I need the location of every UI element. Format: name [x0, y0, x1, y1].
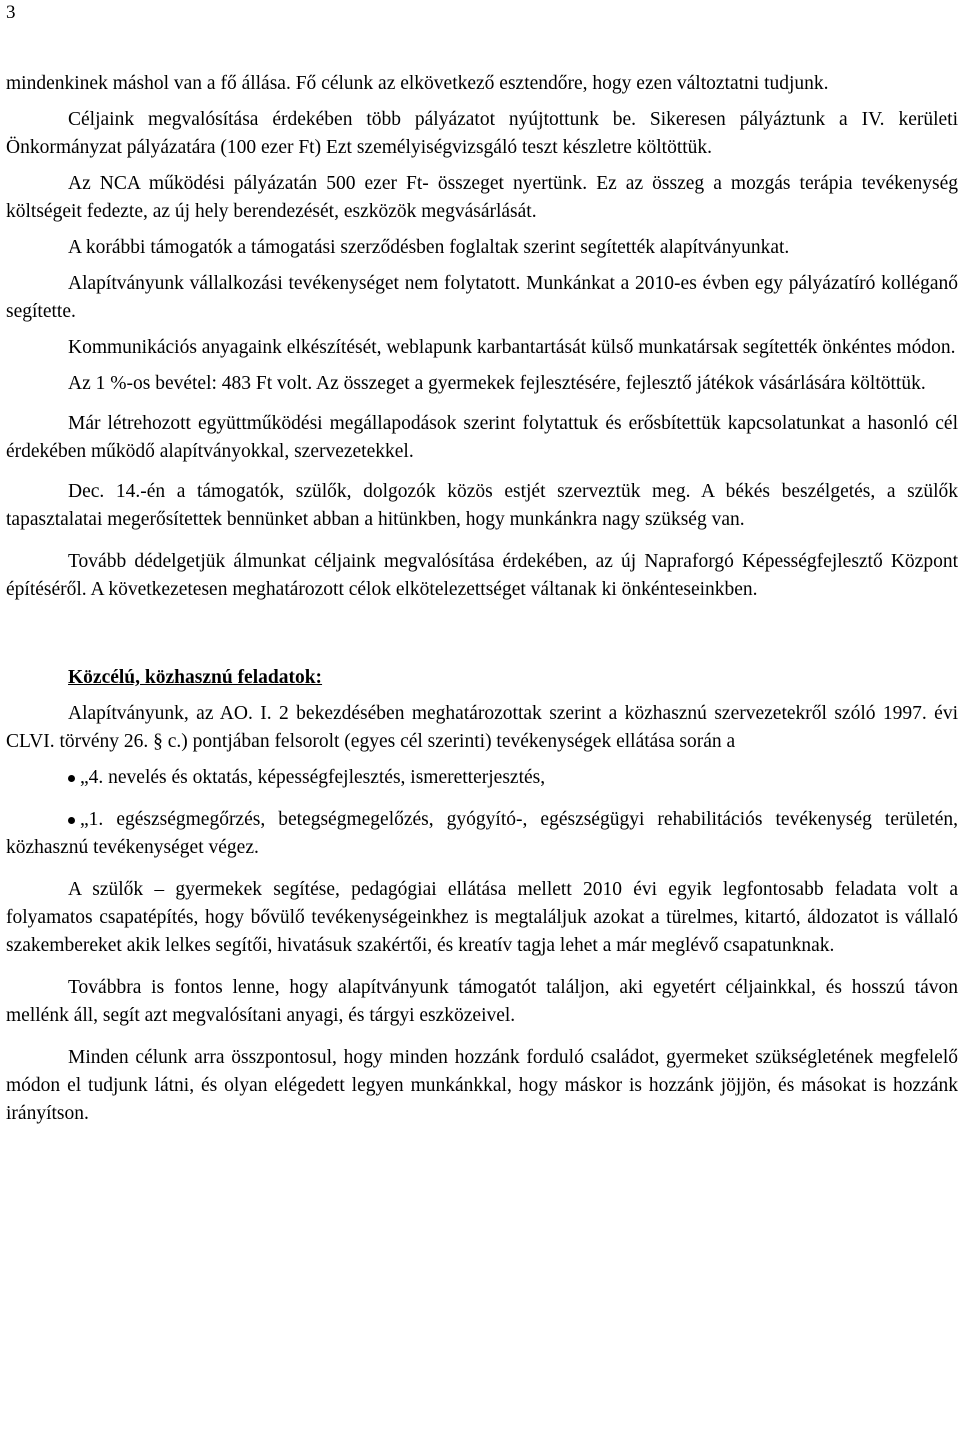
paragraph-closing: Minden célunk arra összpontosul, hogy minden hozzánk forduló családot, gyermeket szükségletének megfelelő módon el tudjunk látni, és olyan elégedett legyen munkánkkal, hogy máskor is hozzánk jöjjön, és másokat is hozzánk irányítson.	[6, 1047, 958, 1124]
paragraph-team-building: A szülők – gyermekek segítése, pedagógiai ellátása mellett 2010 évi egyik legfontosabb feladata volt a folyamatos csapatépítés, hogy bővülő tevékenységeinkhez is megtaláljuk azokat a türelmes, kitartó, áldozatot is vállaló szakembereket akik lelkes segítői, hivatásuk szakértői, és kreatív tagja lehet a már meglévő csapatunknak.	[6, 879, 958, 956]
bullet-icon	[68, 817, 75, 824]
document-body	[6, 70, 958, 1128]
page-number: 3	[6, 2, 16, 23]
list-item	[6, 806, 958, 862]
paragraph-cooperation: Már létrehozott együttműködési megállapodások szerint folytattuk és erősbítettük kapcsolatunkat a hasonló cél érdekében működő alapítványokkal, szervezetekkel.	[6, 413, 958, 462]
list-item-text: „4. nevelés és oktatás, képességfejlesztés, ismeretterjesztés,	[80, 767, 546, 788]
paragraph-sponsor-need: Továbbra is fontos lenne, hogy alapítványunk támogatót találjon, aki egyetért céljainkkal, és hosszú távon mellénk áll, segít azt megvalósítani anyagi, és tárgyi eszközeivel.	[6, 977, 958, 1026]
paragraph-business-activity: Alapítványunk vállalkozási tevékenységet nem folytatott. Munkánkat a 2010-es évben egy pályázatíró kolléganő segítette.	[6, 273, 958, 322]
paragraph-public-benefit-intro: Alapítványunk, az AO. I. 2 bekezdésében meghatározottak szerint a közhasznú szervezetekről szóló 1997. évi CLVI. törvény 26. § c.) pontjában felsorolt (egyes cél szerinti) tevékenységek ellátása során a	[6, 703, 958, 752]
paragraph-supporters: A korábbi támogatók a támogatási szerződésben foglaltak szerint segítették alapítványunkat.	[68, 237, 790, 258]
paragraph-intro-continuation: mindenkinek máshol van a fő állása. Fő célunk az elkövetkező esztendőre, hogy ezen változtatni tudjunk.	[6, 73, 829, 94]
bullet-icon	[68, 775, 75, 782]
paragraph-one-percent: Az 1 %-os bevétel: 483 Ft volt. Az összeget a gyermekek fejlesztésére, fejlesztő játékok vásárlására költöttük.	[68, 373, 926, 394]
paragraph-applications: Céljaink megvalósítása érdekében több pályázatot nyújtottunk be. Sikeresen pályáztunk a IV. kerületi Önkormányzat pályázatára (100 ezer Ft) Ezt személyiségvizsgáló teszt készletre költöttük.	[6, 109, 958, 158]
section-heading: Közcélú, közhasznú feladatok:	[68, 667, 323, 688]
paragraph-communication: Kommunikációs anyagaink elkészítését, weblapunk karbantartását külső munkatársak segítették önkéntes módon.	[68, 337, 956, 358]
paragraph-nca-grant: Az NCA működési pályázatán 500 ezer Ft- összeget nyertünk. Ez az összeg a mozgás terápia tevékenység költségeit fedezte, az új hely berendezését, eszközök megvásárlását.	[6, 173, 958, 222]
paragraph-december-event: Dec. 14.-én a támogatók, szülők, dolgozók közös estjét szerveztük meg. A békés beszélgetés, a szülők tapasztalatai megerősítettek bennünket abban a hitünkben, hogy munkánkra nagy szükség van.	[6, 481, 958, 530]
paragraph-future-goals: Tovább dédelgetjük álmunkat céljaink megvalósítása érdekében, az új Napraforgó Képességfejlesztő Központ építéséről. A következetesen meghatározott célok elkötelezettséget váltanak ki önkénteseinkben.	[6, 551, 958, 600]
list-item-text: „1. egészségmegőrzés, betegségmegelőzés, gyógyító-, egészségügyi rehabilitációs tevékenység területén, közhasznú tevékenységet végez.	[6, 809, 958, 858]
list-item	[6, 764, 958, 792]
